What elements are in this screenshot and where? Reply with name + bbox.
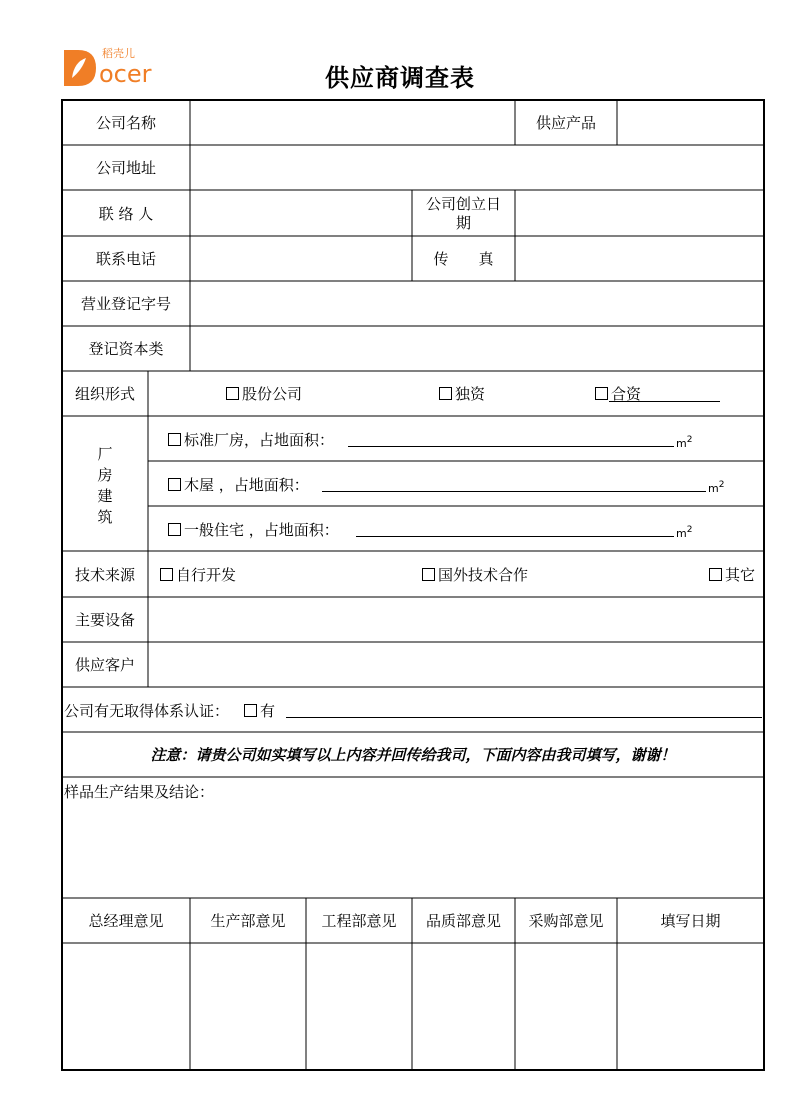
label-contact-person: 联 络 人 [98, 205, 154, 223]
opinion-field-production[interactable] [192, 945, 304, 1068]
unit-text: m [676, 527, 687, 540]
opinion-header-quality: 品质部意见 [425, 912, 501, 930]
opinion-header-production: 生产部意见 [210, 912, 286, 930]
label-sample-result: 样品生产结果及结论： [64, 783, 215, 801]
label-company-name: 公司名称 [95, 114, 156, 132]
factory-option-residential[interactable] [168, 521, 339, 539]
cert-option-yes[interactable] [244, 702, 275, 720]
label-factory-3: 建 [97, 487, 113, 505]
label-main-equipment: 主要设备 [74, 611, 135, 629]
opinion-header-purchasing: 采购部意见 [528, 912, 604, 930]
factory-option-label: 标准厂房，占地面积： [184, 431, 335, 449]
checkbox-icon[interactable] [168, 478, 181, 491]
org-option-label: 合资 [611, 385, 642, 403]
joint-venture-underline[interactable] [609, 401, 720, 402]
company-name-field[interactable] [192, 102, 513, 143]
unit-sup: 2 [718, 480, 725, 490]
company-address-field[interactable] [192, 147, 762, 188]
label-org-form: 组织形式 [74, 385, 135, 403]
factory-option-label: 一般住宅 ，占地面积： [184, 521, 339, 539]
opinion-header-engineering: 工程部意见 [321, 912, 397, 930]
main-equipment-field[interactable] [150, 599, 762, 640]
checkbox-icon[interactable] [439, 387, 452, 400]
org-option-label: 独资 [455, 385, 486, 403]
contact-person-field[interactable] [192, 192, 410, 234]
wooden-area-input[interactable] [322, 491, 706, 492]
opinion-header-date: 填写日期 [660, 912, 721, 930]
residential-area-input[interactable] [356, 536, 674, 537]
label-reg-capital-type: 登记资本类 [88, 340, 164, 358]
label-company-address: 公司地址 [95, 159, 156, 177]
supply-product-field[interactable] [619, 102, 762, 143]
notice-text: 注意：请贵公司如实填写以上内容并回传给我司，下面内容由我司填写，谢谢！ [150, 746, 676, 764]
label-certification: 公司有无取得体系认证： [64, 702, 230, 720]
certification-input[interactable] [286, 717, 762, 718]
sample-result-field[interactable] [64, 804, 762, 896]
tech-option-other[interactable] [709, 566, 755, 584]
tech-option-label: 自行开发 [176, 566, 237, 584]
opinion-field-engineering[interactable] [308, 945, 410, 1068]
checkbox-icon[interactable] [244, 704, 257, 717]
founding-date-field[interactable] [517, 192, 762, 234]
tech-option-label: 国外技术合作 [438, 566, 529, 584]
fax-field[interactable] [517, 238, 762, 279]
area-unit [676, 521, 692, 543]
label-founding-date-line2: 期 [455, 214, 471, 232]
factory-option-label: 木屋 ，占地面积： [184, 476, 309, 494]
opinion-field-quality[interactable] [414, 945, 513, 1068]
tech-option-self[interactable] [160, 566, 236, 584]
opinion-field-date[interactable] [619, 945, 762, 1068]
checkbox-icon[interactable] [160, 568, 173, 581]
supply-customers-field[interactable] [150, 644, 762, 685]
checkbox-icon[interactable] [709, 568, 722, 581]
label-factory-1: 厂 [97, 445, 113, 463]
page-title: 供应商调查表 [325, 64, 475, 92]
label-factory-4: 筑 [97, 508, 113, 526]
label-supply-customers: 供应客户 [74, 656, 135, 674]
unit-sup: 2 [686, 435, 693, 445]
factory-option-standard[interactable] [168, 431, 334, 449]
label-business-reg-no: 营业登记字号 [80, 295, 171, 313]
tech-option-foreign[interactable] [422, 566, 528, 584]
label-supply-product: 供应产品 [535, 114, 596, 132]
reg-capital-type-field[interactable] [192, 328, 762, 369]
area-unit [676, 431, 692, 453]
checkbox-icon[interactable] [595, 387, 608, 400]
factory-option-wooden[interactable] [168, 476, 309, 494]
checkbox-icon[interactable] [168, 523, 181, 536]
unit-sup: 2 [686, 525, 693, 535]
label-phone: 联系电话 [95, 250, 156, 268]
label-tech-source: 技术来源 [74, 566, 135, 584]
logo-word-text: ocer [99, 60, 152, 88]
org-option-label: 股份公司 [242, 385, 303, 403]
checkbox-icon[interactable] [168, 433, 181, 446]
logo-cn-text: 稻壳儿 [102, 47, 135, 60]
checkbox-icon[interactable] [422, 568, 435, 581]
org-option-shareholding[interactable] [226, 385, 302, 403]
area-unit [708, 476, 724, 498]
opinion-field-gm[interactable] [64, 945, 188, 1068]
opinion-header-gm: 总经理意见 [88, 912, 164, 930]
label-factory-2: 房 [97, 466, 113, 484]
org-option-sole[interactable] [439, 385, 485, 403]
tech-option-label: 其它 [725, 566, 756, 584]
label-founding-date-line1: 公司创立日 [425, 195, 501, 213]
business-reg-no-field[interactable] [192, 283, 762, 324]
unit-text: m [676, 437, 687, 450]
phone-field[interactable] [192, 238, 410, 279]
checkbox-icon[interactable] [226, 387, 239, 400]
label-fax: 传 真 [433, 250, 494, 268]
opinion-field-purchasing[interactable] [517, 945, 615, 1068]
standard-area-input[interactable] [348, 446, 674, 447]
cert-option-label: 有 [260, 702, 276, 720]
unit-text: m [708, 482, 719, 495]
